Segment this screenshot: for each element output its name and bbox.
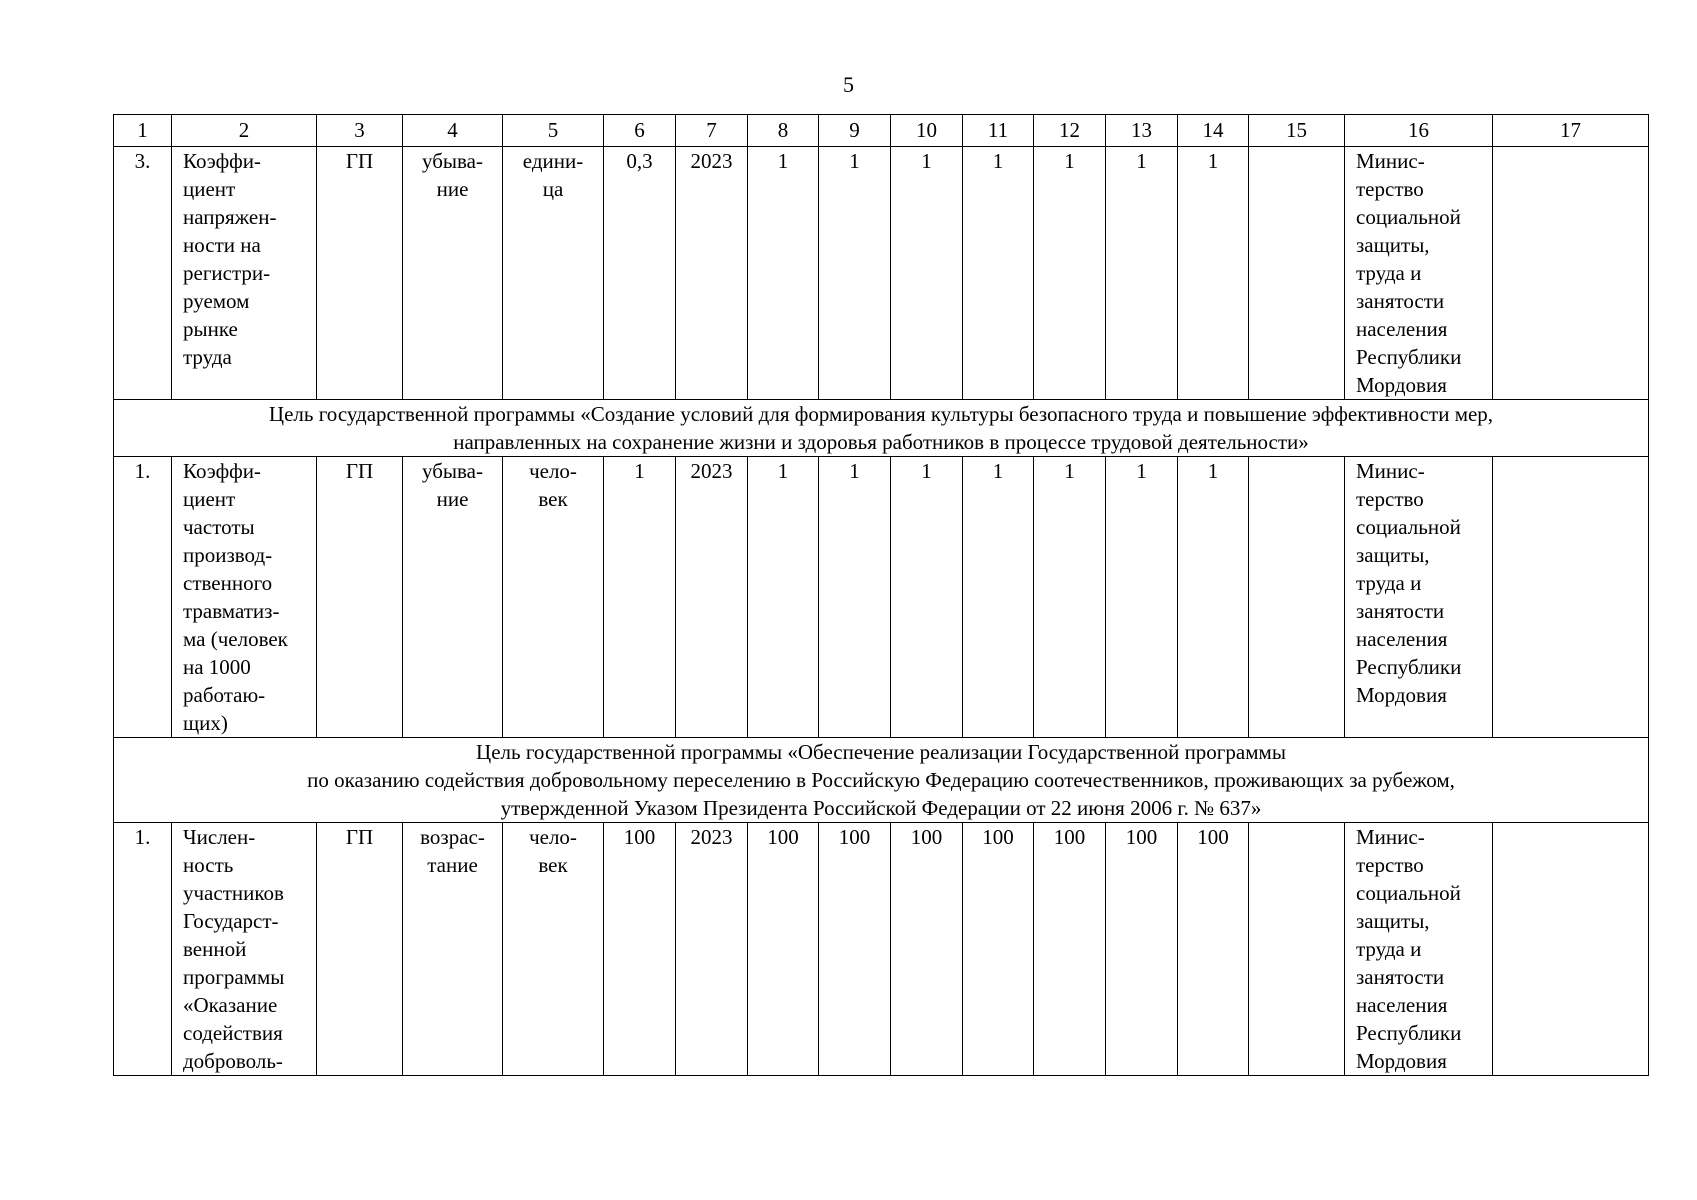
unit-cell: чело- век (503, 823, 604, 1076)
value-cell: 1 (891, 147, 963, 400)
base-year-cell: 2023 (676, 823, 748, 1076)
trend-cell: возрас- тание (403, 823, 503, 1076)
value-cell: 1 (748, 147, 819, 400)
value-cell: 1 (748, 457, 819, 738)
column-header: 10 (891, 115, 963, 147)
base-value-cell: 1 (604, 457, 676, 738)
column-header: 7 (676, 115, 748, 147)
value-cell: 1 (1106, 457, 1178, 738)
indicator-name-cell: Числен- ность участников Государст- венной программы «Оказание содействия доброволь- (172, 823, 317, 1076)
base-value-cell: 100 (604, 823, 676, 1076)
responsible-cell: Минис- терство социальной защиты, труда и занятости населения Республики Мордовия (1345, 457, 1493, 738)
table-row (114, 147, 1649, 400)
empty-cell (1493, 457, 1649, 738)
column-header: 16 (1345, 115, 1493, 147)
value-cell: 1 (963, 457, 1034, 738)
base-year-cell: 2023 (676, 457, 748, 738)
column-header: 12 (1034, 115, 1106, 147)
row-number-cell: 3. (114, 147, 172, 400)
trend-cell: убыва- ние (403, 147, 503, 400)
value-cell: 1 (1034, 147, 1106, 400)
value-cell: 100 (891, 823, 963, 1076)
column-header: 2 (172, 115, 317, 147)
empty-cell (1493, 147, 1649, 400)
level-cell: ГП (317, 147, 403, 400)
empty-cell (1249, 457, 1345, 738)
value-cell: 1 (1178, 457, 1249, 738)
indicator-name-cell: Коэффи- циент частоты производ- ственного травматиз- ма (человек на 1000 работаю- щих) (172, 457, 317, 738)
row-number-cell: 1. (114, 823, 172, 1076)
column-header: 1 (114, 115, 172, 147)
level-cell: ГП (317, 457, 403, 738)
page-number: 5 (843, 72, 854, 97)
indicators-table (113, 114, 1649, 1076)
value-cell: 1 (891, 457, 963, 738)
base-value-cell: 0,3 (604, 147, 676, 400)
column-header: 13 (1106, 115, 1178, 147)
unit-cell: чело- век (503, 457, 604, 738)
column-number-header-row (114, 115, 1649, 147)
column-header: 4 (403, 115, 503, 147)
table-row (114, 457, 1649, 738)
row-number-cell: 1. (114, 457, 172, 738)
indicator-name-cell: Коэффи- циент напряжен- ности на регистри- руемом рынке труда (172, 147, 317, 400)
column-header: 15 (1249, 115, 1345, 147)
value-cell: 1 (1178, 147, 1249, 400)
column-header: 9 (819, 115, 891, 147)
unit-cell: едини- ца (503, 147, 604, 400)
column-header: 11 (963, 115, 1034, 147)
goal-heading: Цель государственной программы «Обеспечение реализации Государственной программы по оказанию содействия добровольному переселению в Российскую Федерацию соотечественников, проживающих за рубежом, утвержденной Указом Президента Российской Федерации от 22 июня 2006 г. № 637» (114, 738, 1649, 823)
empty-cell (1249, 823, 1345, 1076)
column-header: 3 (317, 115, 403, 147)
value-cell: 100 (1178, 823, 1249, 1076)
value-cell: 100 (963, 823, 1034, 1076)
value-cell: 100 (1034, 823, 1106, 1076)
column-header: 5 (503, 115, 604, 147)
trend-cell: убыва- ние (403, 457, 503, 738)
goal-row (114, 400, 1649, 457)
level-cell: ГП (317, 823, 403, 1076)
value-cell: 100 (819, 823, 891, 1076)
column-header: 14 (1178, 115, 1249, 147)
value-cell: 1 (819, 147, 891, 400)
goal-row (114, 738, 1649, 823)
value-cell: 1 (819, 457, 891, 738)
column-header: 6 (604, 115, 676, 147)
column-header: 17 (1493, 115, 1649, 147)
value-cell: 1 (1106, 147, 1178, 400)
value-cell: 100 (748, 823, 819, 1076)
base-year-cell: 2023 (676, 147, 748, 400)
value-cell: 1 (963, 147, 1034, 400)
value-cell: 100 (1106, 823, 1178, 1076)
goal-heading: Цель государственной программы «Создание условий для формирования культуры безопасного труда и повышение эффективности мер, направленных на сохранение жизни и здоровья работников в процессе трудовой деятельности» (114, 400, 1649, 457)
value-cell: 1 (1034, 457, 1106, 738)
empty-cell (1249, 147, 1345, 400)
column-header: 8 (748, 115, 819, 147)
empty-cell (1493, 823, 1649, 1076)
table-row (114, 823, 1649, 1076)
responsible-cell: Минис- терство социальной защиты, труда и занятости населения Республики Мордовия (1345, 823, 1493, 1076)
responsible-cell: Минис- терство социальной защиты, труда и занятости населения Республики Мордовия (1345, 147, 1493, 400)
